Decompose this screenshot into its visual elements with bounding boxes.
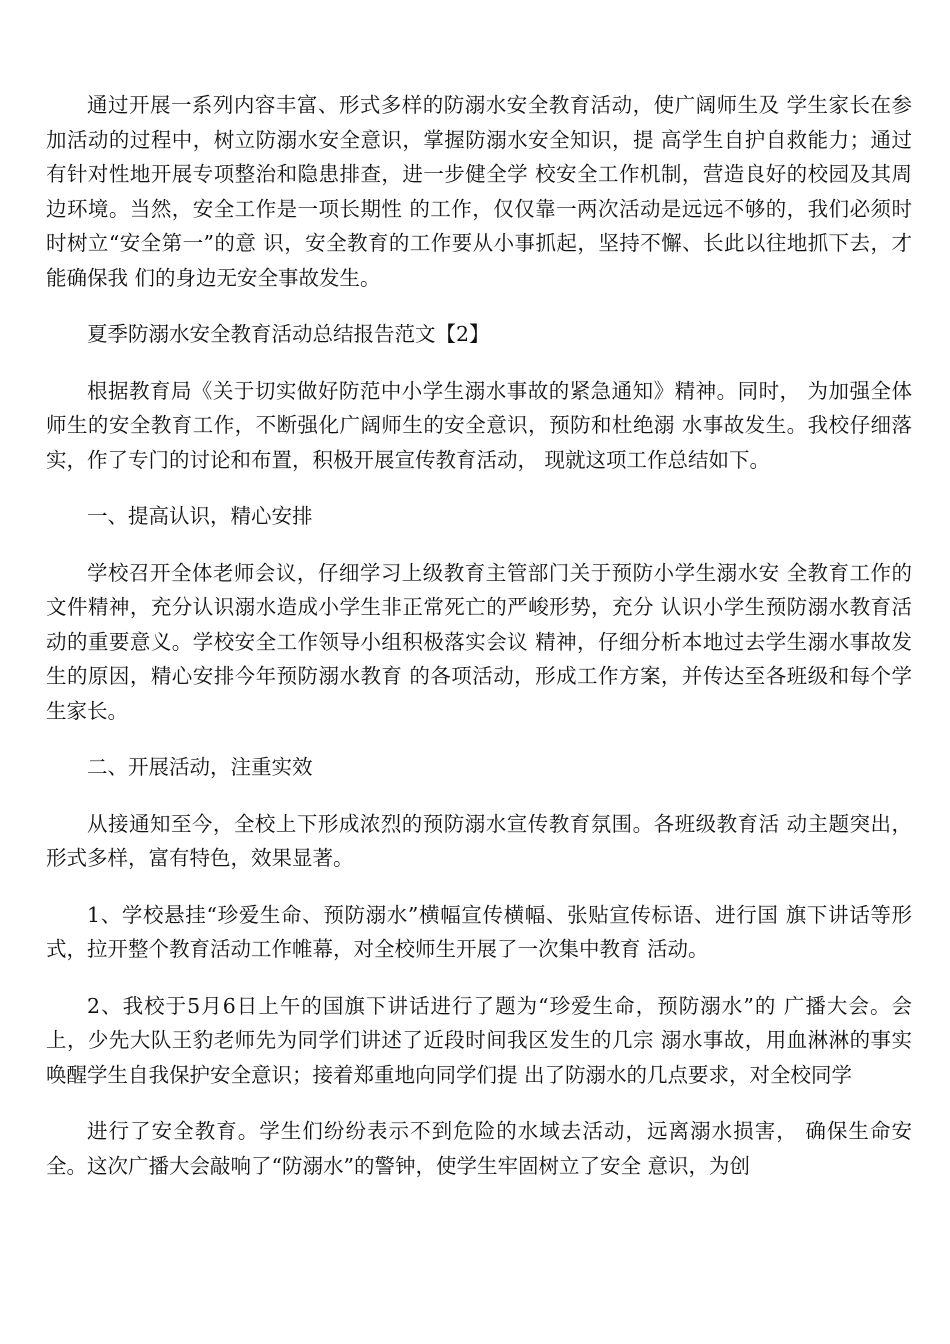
paragraph-intro: 根据教育局《关于切实做好防范中小学生溺水事故的紧急通知》精神。同时， 为加强全体师生的安全教育工作，不断强化广阔师生的安全意识，预防和杜绝溺 水事故发生。我校仔细落实，作了专门的讨论和布置，积极开展宣传教育活动， 现就这项工作总结如下。 [46,378,912,472]
paragraph-section-2: 从接通知至今，全校上下形成浓烈的预防溺水宣传教育氛围。各班级教育活 动主题突出，形式多样，富有特色，效果显著。 [46,811,912,870]
paragraph-item-1: 1、学校悬挂“珍爱生命、预防溺水”横幅宣传横幅、张贴宣传标语、进行国 旗下讲话等形式，拉开整个教育活动工作帷幕，对全校师生开展了一次集中教育 活动。 [46,902,912,961]
heading-section-1: 一、提高认识，精心安排 [87,504,313,528]
paragraph-section-1: 学校召开全体老师会议，仔细学习上级教育主管部门关于预防小学生溺水安 全教育工作的文件精神，充分认识溺水造成小学生非正常死亡的严峻形势，充分 认识小学生预防溺水教育活动的重要意义。学校安全工作领导小组积极落实会议 精神，仔细分析本地过去学生溺水事故发生的原因，精心安排今年预防溺水教育 的各项活动，形成工作方案，并传达至各班级和每个学生家长。 [46,560,912,723]
paragraph-continuation: 进行了安全教育。学生们纷纷表示不到危险的水域去活动，远离溺水损害， 确保生命安全。这次广播大会敲响了“防溺水”的警钟，使学生牢固树立了安全 意识，为创 [46,1119,912,1178]
section-title: 夏季防溺水安全教育活动总结报告范文【2】 [87,322,490,346]
heading-section-2: 二、开展活动，注重实效 [87,755,313,779]
paragraph-item-2: 2、我校于5月6日上午的国旗下讲话进行了题为“珍爱生命，预防溺水”的 广播大会。会上，少先大队王豹老师先为同学们讲述了近段时间我区发生的几宗 溺水事故，用血淋淋的事实唤醒学生自我保护安全意识；接着郑重地向同学们提 出了防溺水的几点要求，对全校同学 [46,993,912,1087]
document-body [46,88,912,1205]
paragraph-summary: 通过开展一系列内容丰富、形式多样的防溺水安全教育活动，使广阔师生及 学生家长在参加活动的过程中，树立防溺水安全意识，掌握防溺水安全知识，提 高学生自护自救能力；通过有针对性地开展专项整治和隐患排查，进一步健全学 校安全工作机制，营造良好的校园及其周边环境。当然，安全工作是一项长期性 的工作，仅仅靠一两次活动是远远不够的，我们必须时时树立“安全第一”的意 识，安全教育的工作要从小事抓起，坚持不懈、长此以往地抓下去，才能确保我 们的身边无安全事故发生。 [46,93,912,290]
